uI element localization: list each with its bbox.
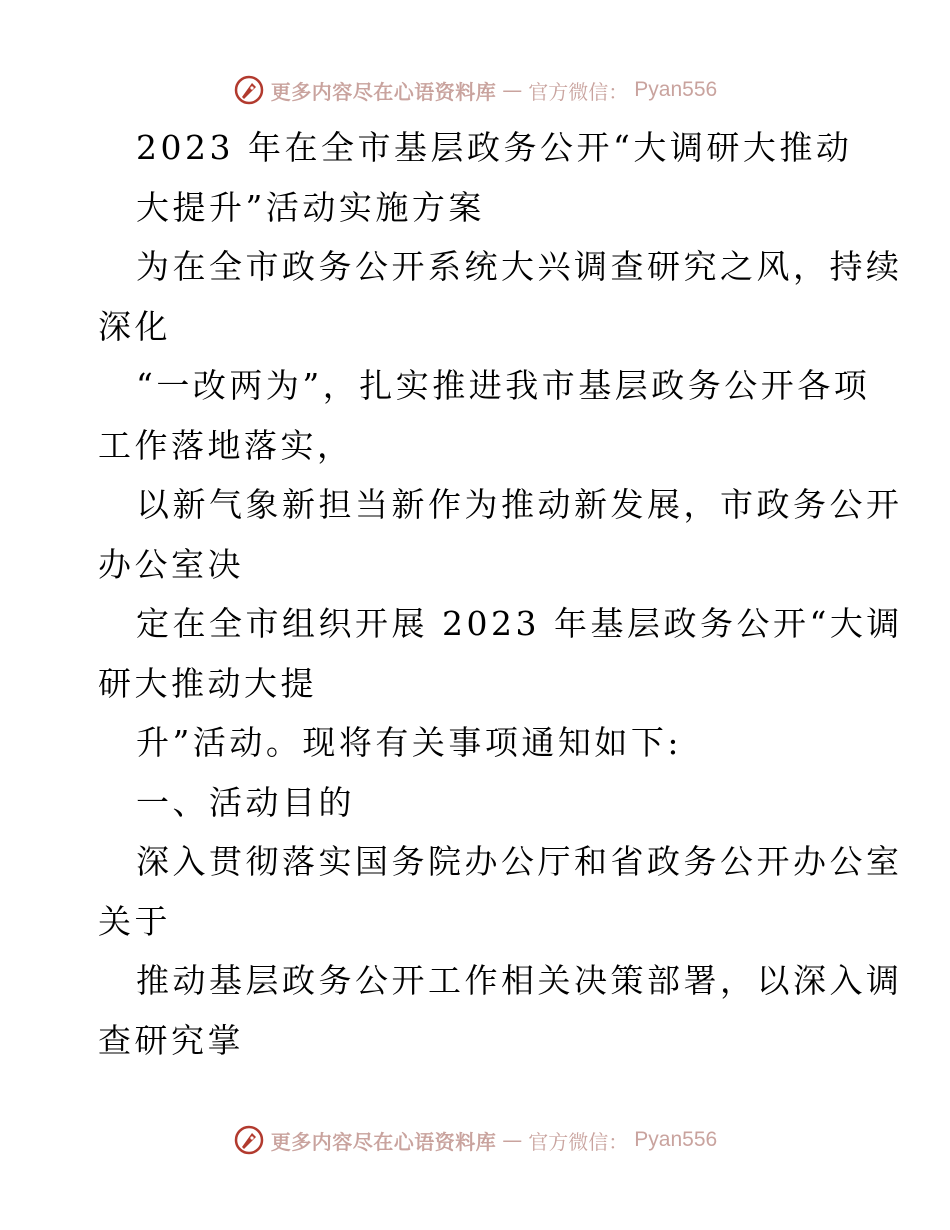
watermark-text: 更多内容尽在心语资料库	[270, 79, 497, 104]
text-line: 升”活动。现将有关事项通知如下:	[136, 723, 682, 762]
text-line: 深化	[98, 306, 171, 346]
watermark-wechat-id: Pyan556	[634, 78, 718, 101]
text-line: 以新气象新担当新作为推动新发展，市政务公开	[136, 485, 903, 524]
footer-watermark	[0, 1120, 950, 1160]
text-line: 一、活动目的	[136, 782, 355, 822]
text-line: 查研究掌	[98, 1020, 244, 1060]
text-line: 关于	[98, 901, 171, 941]
header-watermark	[0, 70, 950, 110]
text-line: 研大推动大提	[98, 663, 317, 703]
text-line: 2023 年在全市基层政务公开“大调研大推动	[136, 128, 853, 167]
watermark-separator: —	[502, 78, 523, 102]
pen-nib-logo-icon	[233, 74, 265, 106]
watermark-text: 更多内容尽在心语资料库	[270, 1129, 497, 1154]
document-body	[98, 118, 903, 1070]
watermark-label: 官方微信：	[528, 1129, 629, 1154]
text-line: 定在全市组织开展 2023 年基层政务公开“大调	[136, 604, 903, 643]
watermark-wechat-id: Pyan556	[634, 1128, 718, 1151]
text-line: 工作落地落实，	[98, 425, 354, 465]
text-line: 推动基层政务公开工作相关决策部署，以深入调	[136, 961, 903, 1000]
pen-nib-logo-icon	[233, 1124, 265, 1156]
text-line: 深入贯彻落实国务院办公厅和省政务公开办公室	[136, 842, 903, 881]
watermark-separator: —	[502, 1128, 523, 1152]
text-line: 为在全市政务公开系统大兴调查研究之风，持续	[136, 247, 903, 286]
text-line: 办公室决	[98, 544, 244, 584]
text-line: “一改两为”，扎实推进我市基层政务公开各项	[136, 366, 871, 405]
text-line: 大提升”活动实施方案	[136, 187, 485, 227]
watermark-label: 官方微信：	[528, 79, 629, 104]
